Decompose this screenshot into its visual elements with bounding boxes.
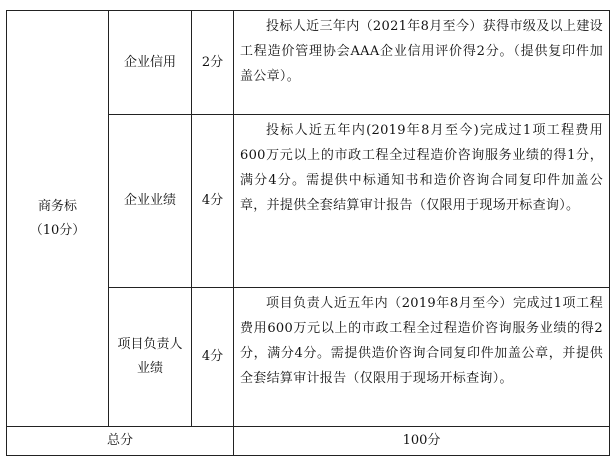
item-label-line2: 业绩 xyxy=(136,361,163,376)
item-label-line1: 项目负责人 xyxy=(117,337,183,352)
description-enterprise-credit: 投标人近三年内（2021年8月至今）获得市级及以上建设工程造价管理协会AAA企业信用评价得2分。（提供复印件加盖公章）。 xyxy=(240,19,603,84)
total-value: 100分 xyxy=(402,433,441,448)
category-points: （10分） xyxy=(29,222,86,238)
score-cell xyxy=(192,11,233,114)
category-label: 商务标 xyxy=(37,198,77,214)
item-cell-project-leader-performance xyxy=(109,288,191,426)
table-border-bottom xyxy=(6,455,609,456)
description-enterprise-performance: 投标人近五年内(2019年8月至今)完成过1项工程费用600万元以上的市政工程全过程造价咨询服务业绩的得1分，满分4分。需提供中标通知书和造价咨询合同复印件加盖公章，并提供全套结算审计报告（仅限用于现场开标查询）。 xyxy=(240,123,603,213)
table-border-right xyxy=(609,10,610,456)
score-value: 4分 xyxy=(201,349,224,364)
total-label: 总分 xyxy=(106,433,133,448)
description-project-leader-performance: 项目负责人近五年内（2019年8月至今）完成过1项工程费用600万元以上的市政工程全过程造价咨询服务业绩的得2分，满分4分。需提供造价咨询合同复印件加盖公章，并提供全套结算审计报告（仅限用于现场开标查询）。 xyxy=(240,296,603,386)
score-cell xyxy=(192,288,233,426)
item-cell-enterprise-performance xyxy=(109,115,191,287)
category-cell xyxy=(7,11,108,426)
item-label: 企业信用 xyxy=(123,54,176,70)
total-label-cell xyxy=(7,427,233,455)
total-value-cell xyxy=(234,427,609,455)
score-value: 2分 xyxy=(201,54,224,70)
item-label: 企业业绩 xyxy=(123,193,176,208)
score-cell xyxy=(192,115,233,287)
item-cell-enterprise-credit xyxy=(109,11,191,114)
score-value: 4分 xyxy=(201,193,224,208)
